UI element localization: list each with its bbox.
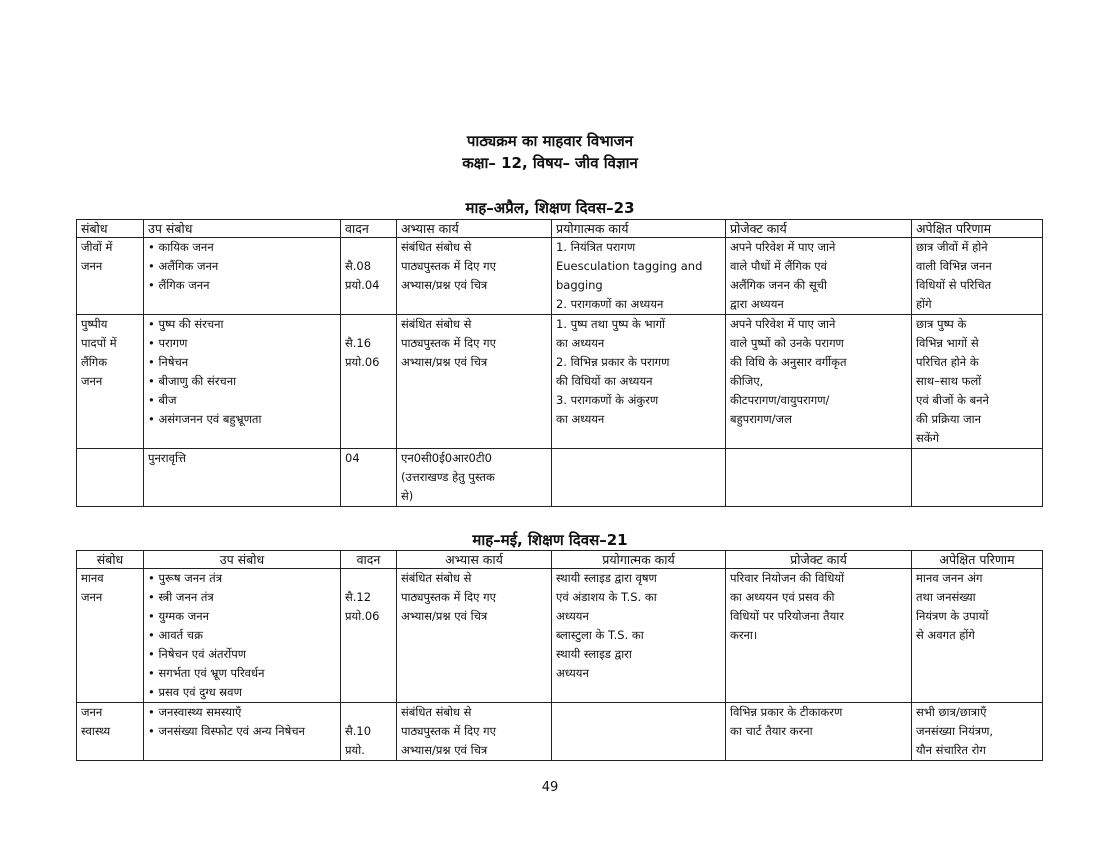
cell-line: पुनरावृत्ति bbox=[148, 451, 186, 465]
subtopic-item: • निषेचन bbox=[148, 353, 336, 372]
subtopic-item: • परागण bbox=[148, 334, 336, 353]
subtopic-item: • बीज bbox=[148, 391, 336, 410]
subtopic-item: • लैंगिक जनन bbox=[148, 276, 336, 295]
subtopic-item: • जनसंख्या विस्फोट एवं अन्य निषेचन bbox=[148, 722, 336, 741]
periods-cell bbox=[341, 703, 397, 761]
subtopic-cell bbox=[144, 315, 341, 449]
table-row bbox=[77, 569, 1043, 703]
cell-line: विधियों पर परियोजना तैयार bbox=[730, 609, 844, 623]
cell-line: अध्ययन bbox=[556, 666, 589, 680]
subtopic-item: • प्रसव एवं दुग्ध स्रवण bbox=[148, 683, 336, 702]
periods-cell bbox=[341, 238, 397, 315]
cell-line: अध्ययन bbox=[556, 609, 589, 623]
cell-line: संबंधित संबोध से bbox=[401, 705, 472, 719]
cell-line: एवं अंडाशय के T.S. का bbox=[556, 590, 657, 604]
cell-line: अभ्यास/प्रश्न एवं चित्र bbox=[401, 355, 488, 369]
cell-line: bagging bbox=[556, 278, 603, 292]
subtopic-item: • बीजाणु की संरचना bbox=[148, 372, 336, 391]
cell-line: सभी छात्र/छात्राएँ bbox=[916, 705, 987, 719]
cell-line: जनन bbox=[81, 590, 103, 604]
subtopic-item: • सगर्भता एवं भ्रूण परिवर्धन bbox=[148, 664, 336, 683]
cell-line: पादपों में bbox=[81, 336, 117, 350]
cell-line: एन0सी0ई0आर0टी0 bbox=[401, 451, 492, 465]
outcome-cell bbox=[912, 315, 1043, 449]
cell-line: एवं बीजों के बनने bbox=[916, 393, 989, 407]
exercise-cell bbox=[397, 315, 552, 449]
exercise-cell bbox=[397, 449, 552, 507]
subtopic-cell bbox=[144, 449, 341, 507]
cell-line: 04 bbox=[345, 451, 360, 465]
cell-line: का अध्ययन bbox=[556, 412, 605, 426]
topic-cell bbox=[77, 238, 144, 315]
cell-line: संबंधित संबोध से bbox=[401, 240, 472, 254]
periods-cell bbox=[341, 315, 397, 449]
outcome-cell bbox=[912, 703, 1043, 761]
cell-line: बहुपरागण/जल bbox=[730, 412, 792, 426]
cell-line: प्रयो.04 bbox=[345, 278, 380, 292]
cell-line: Euesculation tagging and bbox=[556, 259, 703, 273]
periods-cell bbox=[341, 449, 397, 507]
column-header: अभ्यास कार्य bbox=[397, 551, 552, 569]
cell-line: (उत्तराखण्ड हेतु पुस्तक bbox=[401, 470, 495, 484]
cell-line: स्थायी स्लाइड द्वारा वृषण bbox=[556, 571, 657, 585]
cell-line: मानव जनन अंग bbox=[916, 571, 983, 585]
document-title-line-2: कक्षा– 12, विषय– जीव विज्ञान bbox=[462, 154, 638, 172]
cell-line: नियंत्रण के उपायों bbox=[916, 609, 989, 623]
subtopic-cell bbox=[144, 569, 341, 703]
cell-line: सै.08 bbox=[345, 259, 372, 273]
practical-cell bbox=[552, 449, 726, 507]
cell-line: परिवार नियोजन की विधियों bbox=[730, 571, 845, 585]
cell-line: होंगे bbox=[916, 297, 932, 311]
cell-line: प्रयो. bbox=[345, 743, 365, 757]
cell-line: की प्रक्रिया जान bbox=[916, 412, 982, 426]
cell-line: पुष्पीय bbox=[81, 317, 108, 331]
subtopic-item: • जनस्वास्थ्य समस्याएँ bbox=[148, 703, 336, 722]
cell-line: का अध्ययन एवं प्रसव की bbox=[730, 590, 835, 604]
subtopic-item: • असंगजनन एवं बहुभ्रूणता bbox=[148, 410, 336, 429]
cell-line: जनन bbox=[81, 259, 103, 273]
subtopic-item: • पुष्प की संरचना bbox=[148, 315, 336, 334]
column-header: वादन bbox=[341, 220, 397, 238]
cell-line: संबंधित संबोध से bbox=[401, 317, 472, 331]
cell-line: जनन bbox=[81, 705, 103, 719]
cell-line: द्वारा अध्ययन bbox=[730, 297, 784, 311]
cell-line bbox=[345, 703, 392, 722]
cell-line: 3. परागकणों के अंकुरण bbox=[556, 393, 659, 407]
table-row bbox=[77, 703, 1043, 761]
periods-cell bbox=[341, 569, 397, 703]
cell-line: स्वास्थ्य bbox=[81, 724, 111, 738]
syllabus-table-april bbox=[76, 219, 1043, 507]
cell-line: की विधियों का अध्ययन bbox=[556, 374, 653, 388]
practical-cell bbox=[552, 238, 726, 315]
cell-line: 2. परागकणों का अध्ययन bbox=[556, 297, 664, 311]
column-header: उप संबोध bbox=[144, 551, 341, 569]
cell-line: विभिन्न प्रकार के टीकाकरण bbox=[730, 705, 843, 719]
subtopic-item: • युग्मक जनन bbox=[148, 607, 336, 626]
cell-line: तथा जनसंख्या bbox=[916, 590, 976, 604]
table-header-row bbox=[77, 551, 1043, 569]
table-header-row bbox=[77, 220, 1043, 238]
cell-line: स्थायी स्लाइड द्वारा bbox=[556, 647, 632, 661]
cell-line: वाले पौधों में लैंगिक एवं bbox=[730, 259, 828, 273]
column-header: उप संबोध bbox=[144, 220, 341, 238]
document-title-line-1: पाठ्यक्रम का माहवार विभाजन bbox=[466, 132, 634, 150]
column-header: अपेक्षित परिणाम bbox=[912, 220, 1043, 238]
cell-line: 1. नियंत्रित परागण bbox=[556, 240, 636, 254]
cell-line: छात्र जीवों में होने bbox=[916, 240, 988, 254]
cell-line: संबंधित संबोध से bbox=[401, 571, 472, 585]
cell-line: वाली विभिन्न जनन bbox=[916, 259, 992, 273]
project-cell bbox=[726, 315, 912, 449]
cell-line: वाले पुष्पों को उनके परागण bbox=[730, 336, 844, 350]
cell-line: से अवगत होंगे bbox=[916, 628, 975, 642]
exercise-cell bbox=[397, 569, 552, 703]
section-heading-may: माह–मई, शिक्षण दिवस–21 bbox=[472, 531, 628, 549]
outcome-cell bbox=[912, 449, 1043, 507]
column-header: अभ्यास कार्य bbox=[397, 220, 552, 238]
page-number: 49 bbox=[541, 780, 559, 795]
cell-line: से) bbox=[401, 489, 414, 503]
cell-line: परिचित होने के bbox=[916, 355, 979, 369]
subtopic-item: • निषेचन एवं अंतर्रोपण bbox=[148, 645, 336, 664]
subtopic-item: • पुरूष जनन तंत्र bbox=[148, 569, 336, 588]
cell-line bbox=[345, 315, 392, 334]
cell-line bbox=[345, 569, 392, 588]
project-cell bbox=[726, 449, 912, 507]
section-heading-april: माह–अप्रैल, शिक्षण दिवस–23 bbox=[465, 199, 635, 217]
cell-line: यौन संचारित रोग bbox=[916, 743, 986, 757]
cell-line: अपने परिवेश में पाए जाने bbox=[730, 240, 836, 254]
project-cell bbox=[726, 569, 912, 703]
cell-line: अभ्यास/प्रश्न एवं चित्र bbox=[401, 743, 488, 757]
cell-line: जनसंख्या नियंत्रण, bbox=[916, 724, 994, 738]
topic-cell bbox=[77, 449, 144, 507]
exercise-cell bbox=[397, 238, 552, 315]
cell-line bbox=[345, 238, 392, 257]
cell-line: पाठ्यपुस्तक में दिए गए bbox=[401, 259, 497, 273]
subtopic-item: • अलैंगिक जनन bbox=[148, 257, 336, 276]
cell-line: प्रयो.06 bbox=[345, 355, 380, 369]
cell-line: जीवों में bbox=[81, 240, 113, 254]
cell-line: कीटपरागण/वायुपरागण/ bbox=[730, 393, 830, 407]
column-header: संबोध bbox=[77, 551, 144, 569]
cell-line: पाठ्यपुस्तक में दिए गए bbox=[401, 336, 497, 350]
column-header: वादन bbox=[341, 551, 397, 569]
cell-line: अपने परिवेश में पाए जाने bbox=[730, 317, 836, 331]
subtopic-item: • आवर्त चक्र bbox=[148, 626, 336, 645]
cell-line: सै.10 bbox=[345, 724, 372, 738]
topic-cell bbox=[77, 315, 144, 449]
cell-line: ब्लास्टुला के T.S. का bbox=[556, 628, 644, 642]
subtopic-item: • स्त्री जनन तंत्र bbox=[148, 588, 336, 607]
column-header: प्रयोगात्मक कार्य bbox=[552, 220, 726, 238]
cell-line: प्रयो.06 bbox=[345, 609, 380, 623]
cell-line: मानव bbox=[81, 571, 104, 585]
practical-cell bbox=[552, 703, 726, 761]
cell-line: 1. पुष्प तथा पुष्प के भागों bbox=[556, 317, 666, 331]
table-row bbox=[77, 238, 1043, 315]
subtopic-cell bbox=[144, 703, 341, 761]
cell-line: अभ्यास/प्रश्न एवं चित्र bbox=[401, 278, 488, 292]
column-header: प्रयोगात्मक कार्य bbox=[552, 551, 726, 569]
cell-line: सकेंगे bbox=[916, 431, 940, 445]
cell-line: का अध्ययन bbox=[556, 336, 605, 350]
table-row bbox=[77, 449, 1043, 507]
cell-line: अलैंगिक जनन की सूची bbox=[730, 278, 827, 292]
cell-line: पाठ्यपुस्तक में दिए गए bbox=[401, 590, 497, 604]
outcome-cell bbox=[912, 569, 1043, 703]
outcome-cell bbox=[912, 238, 1043, 315]
cell-line: का चार्ट तैयार करना bbox=[730, 724, 813, 738]
project-cell bbox=[726, 238, 912, 315]
topic-cell bbox=[77, 703, 144, 761]
cell-line: कीजिए, bbox=[730, 374, 764, 388]
cell-line: पाठ्यपुस्तक में दिए गए bbox=[401, 724, 497, 738]
column-header: प्रोजेक्ट कार्य bbox=[726, 220, 912, 238]
practical-cell bbox=[552, 315, 726, 449]
cell-line: अभ्यास/प्रश्न एवं चित्र bbox=[401, 609, 488, 623]
column-header: प्रोजेक्ट कार्य bbox=[726, 551, 912, 569]
practical-cell bbox=[552, 569, 726, 703]
column-header: अपेक्षित परिणाम bbox=[912, 551, 1043, 569]
cell-line: साथ–साथ फलों bbox=[916, 374, 982, 388]
cell-line: 2. विभिन्न प्रकार के परागण bbox=[556, 355, 670, 369]
cell-line: लैंगिक bbox=[81, 355, 108, 369]
project-cell bbox=[726, 703, 912, 761]
cell-line: की विधि के अनुसार वर्गीकृत bbox=[730, 355, 847, 369]
syllabus-table-may bbox=[76, 550, 1043, 761]
cell-line: सै.12 bbox=[345, 590, 372, 604]
cell-line: जनन bbox=[81, 374, 103, 388]
cell-line: करना। bbox=[730, 628, 758, 642]
exercise-cell bbox=[397, 703, 552, 761]
subtopic-item: • कायिक जनन bbox=[148, 238, 336, 257]
cell-line: विभिन्न भागों से bbox=[916, 336, 979, 350]
table-row bbox=[77, 315, 1043, 449]
cell-line: सै.16 bbox=[345, 336, 372, 350]
topic-cell bbox=[77, 569, 144, 703]
column-header: संबोध bbox=[77, 220, 144, 238]
cell-line: छात्र पुष्प के bbox=[916, 317, 967, 331]
cell-line: विधियों से परिचित bbox=[916, 278, 992, 292]
subtopic-cell bbox=[144, 238, 341, 315]
